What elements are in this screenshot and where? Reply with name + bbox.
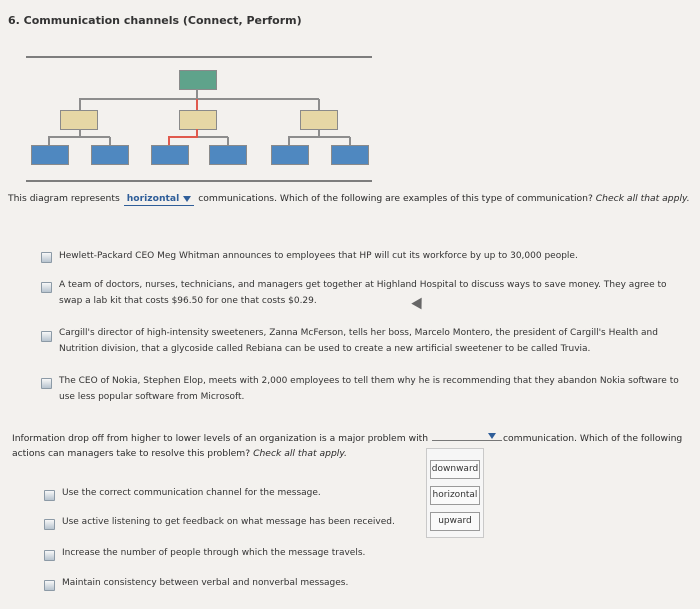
option2-label-1: Use the correct communication channel for the message. xyxy=(62,488,321,498)
prompt-before: This diagram represents xyxy=(8,193,120,204)
option-checkbox-1[interactable] xyxy=(41,252,52,263)
connector xyxy=(79,98,319,100)
question-prompt xyxy=(8,193,690,206)
dropdown-selected-value: horizontal xyxy=(126,193,180,204)
connector xyxy=(227,137,229,145)
connector xyxy=(349,137,351,145)
option2-checkbox-4[interactable] xyxy=(44,580,55,591)
option-label-3: Cargill's director of high-intensity sweeteners, Zanna McFerson, tells her boss, Marcelo Montero, the president of Cargill's Health and Nutrition division, that a glycoside called Rebiana can be used to create a new artificial sweetener to be called Truvia. xyxy=(59,328,658,354)
diagram-top-line xyxy=(26,56,372,58)
communication-path xyxy=(196,99,198,110)
diagram-bottom-line xyxy=(26,180,372,182)
blank-dropdown[interactable] xyxy=(432,440,502,441)
question2-line2: actions can managers take to resolve this problem? Check all that apply. xyxy=(12,448,347,459)
employee-box xyxy=(91,145,129,165)
employee-box xyxy=(31,145,69,165)
dropdown-option-horizontal[interactable]: horizontal xyxy=(430,486,480,505)
option2-checkbox-3[interactable] xyxy=(44,550,55,561)
option-label-1: Hewlett-Packard CEO Meg Whitman announces to employees that HP will cut its workforce by up to 30,000 people. xyxy=(59,251,578,261)
connector xyxy=(79,99,81,110)
connector xyxy=(48,137,50,145)
connector xyxy=(198,136,228,138)
employee-box xyxy=(209,145,247,165)
connector xyxy=(318,99,320,110)
ceo-box xyxy=(179,70,217,90)
communication-path xyxy=(168,137,170,145)
manager-box-right xyxy=(300,110,338,130)
chevron-down-icon xyxy=(183,196,191,202)
option-label-2: A team of doctors, nurses, technicians, and managers get together at Highland Hospital to discuss ways to save money. They agree to swap a lab kit that costs $96.50 for one that costs $0.29. xyxy=(59,280,667,306)
connector xyxy=(48,136,110,138)
employee-box xyxy=(151,145,189,165)
connector xyxy=(288,136,350,138)
employee-box xyxy=(271,145,309,165)
option2-label-3: Increase the number of people through which the message travels. xyxy=(62,548,366,558)
employee-box xyxy=(331,145,369,165)
option-label-4: The CEO of Nokia, Stephen Elop, meets with 2,000 employees to tell them why he is recommending that they abandon Nokia software to use less popular software from Microsoft. xyxy=(59,376,679,402)
option2-checkbox-1[interactable] xyxy=(44,490,55,501)
question2-after: communication. Which of the following xyxy=(503,433,683,444)
org-chart-diagram xyxy=(0,0,700,190)
option2-label-2: Use active listening to get feedback on what message has been received. xyxy=(62,517,395,527)
manager-box-left xyxy=(60,110,98,130)
prompt-instruction: Check all that apply. xyxy=(595,193,690,204)
option2-checkbox-2[interactable] xyxy=(44,519,55,530)
option-checkbox-4[interactable] xyxy=(41,378,52,389)
option2-label-4: Maintain consistency between verbal and nonverbal messages. xyxy=(62,578,349,588)
prompt-after: communications. Which of the following are examples of this type of communication? xyxy=(198,193,593,204)
dropdown-option-upward[interactable]: upward xyxy=(430,512,480,531)
question2-prompt: Information drop off from higher to lower levels of an organization is a major problem with xyxy=(12,431,506,446)
dropdown-option-downward[interactable]: downward xyxy=(430,460,480,479)
question2-instruction: Check all that apply. xyxy=(253,448,347,459)
question-title: 6. Communication channels (Connect, Perform) xyxy=(8,14,302,27)
blank-dropdown-caret[interactable] xyxy=(488,433,496,439)
communication-path xyxy=(168,136,198,138)
option-checkbox-3[interactable] xyxy=(41,331,52,342)
connector xyxy=(109,137,111,145)
connector xyxy=(288,137,290,145)
manager-box-center xyxy=(179,110,217,130)
option-checkbox-2[interactable] xyxy=(41,282,52,293)
communication-type-dropdown[interactable] xyxy=(124,193,194,206)
